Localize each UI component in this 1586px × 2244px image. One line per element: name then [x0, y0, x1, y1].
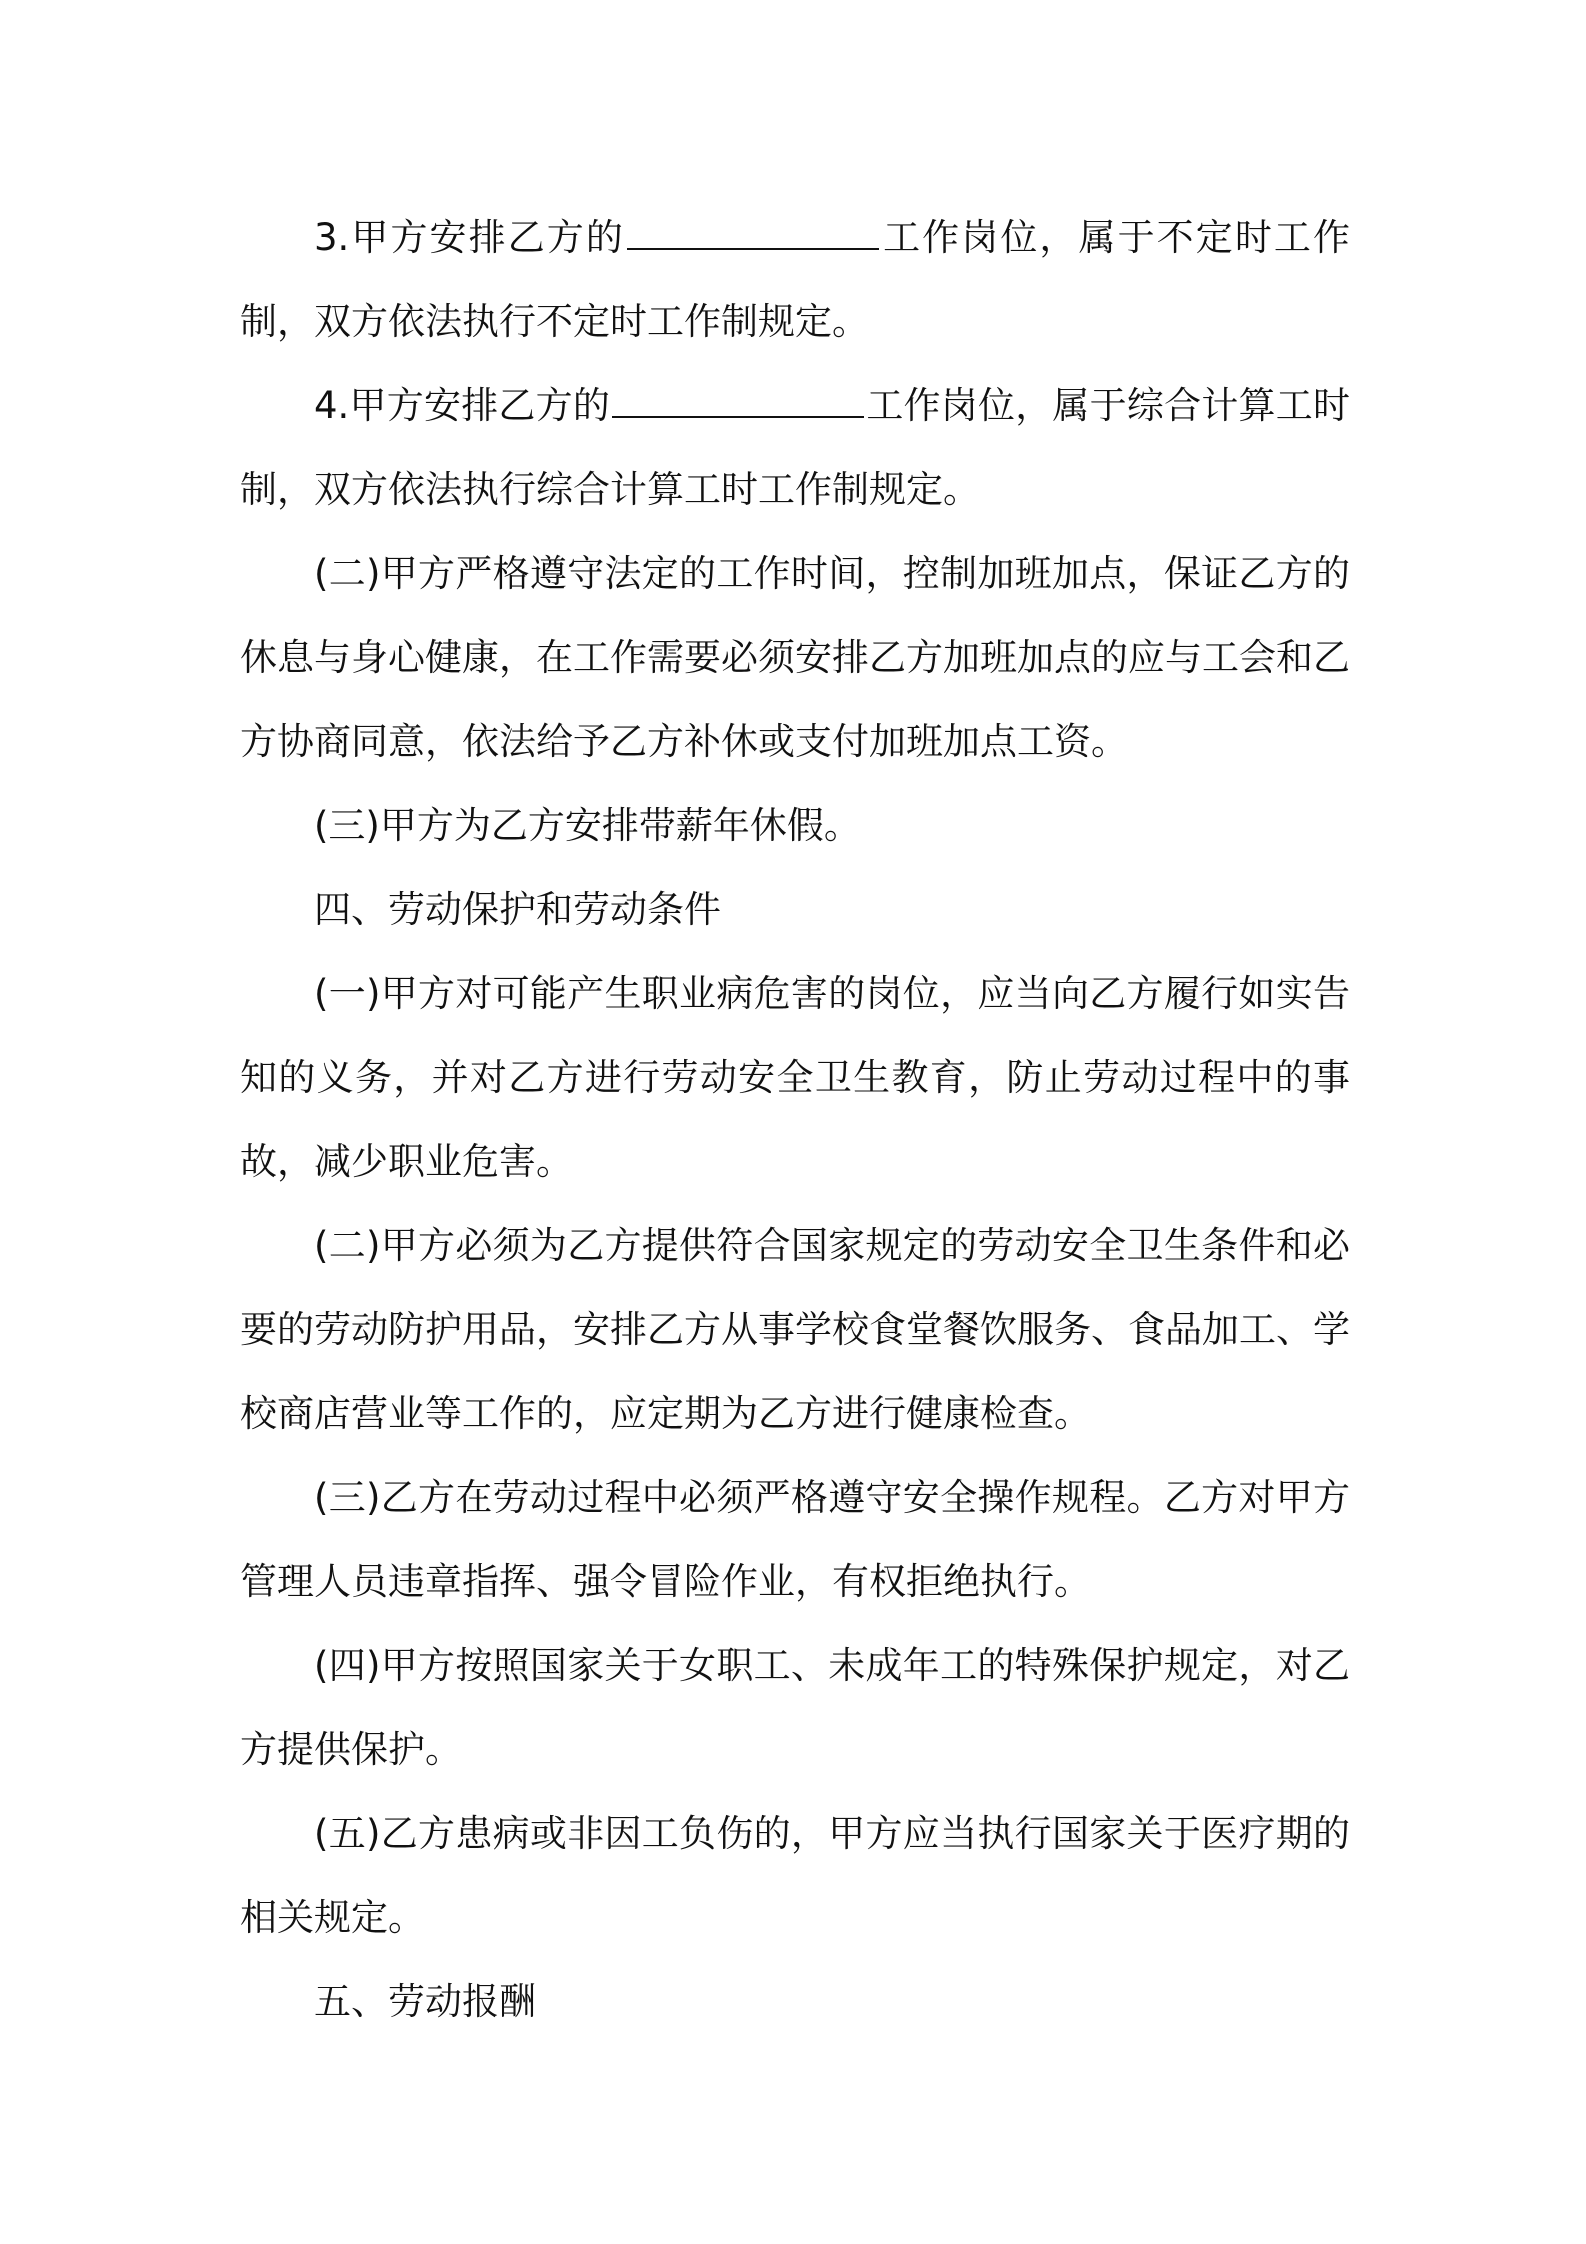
paragraph-item-4 — [240, 364, 1350, 532]
paragraph-text: 4.甲方安排乙方的 — [314, 384, 611, 427]
paragraph-occupational-hazard: (一)甲方对可能产生职业病危害的岗位，应当向乙方履行如实告知的义务，并对乙方进行劳动安全卫生教育，防止劳动过程中的事故，减少职业危害。 — [240, 972, 1350, 1183]
paragraph-special-protection: (四)甲方按照国家关于女职工、未成年工的特殊保护规定，对乙方提供保护。 — [240, 1644, 1350, 1771]
document-body — [240, 196, 1350, 2044]
blank-line — [627, 218, 879, 250]
paragraph-working-hours: (二)甲方严格遵守法定的工作时间，控制加班加点，保证乙方的休息与身心健康，在工作需要必须安排乙方加班加点的应与工会和乙方协商同意，依法给予乙方补休或支付加班加点工资。 — [240, 552, 1350, 763]
paragraph-safety-rules: (三)乙方在劳动过程中必须严格遵守安全操作规程。乙方对甲方管理人员违章指挥、强令冒险作业，有权拒绝执行。 — [240, 1476, 1350, 1603]
paragraph-text: 工作岗位，属于不定时工作制，双方依法执行不定时工作制规定。 — [240, 216, 1350, 343]
paragraph-text: 3.甲方安排乙方的 — [314, 216, 625, 259]
paragraph-item-3 — [240, 196, 1350, 364]
section-heading-labor-protection: 四、劳动保护和劳动条件 — [314, 888, 721, 931]
paragraph-safety-conditions: (二)甲方必须为乙方提供符合国家规定的劳动安全卫生条件和必要的劳动防护用品，安排乙方从事学校食堂餐饮服务、食品加工、学校商店营业等工作的，应定期为乙方进行健康检查。 — [240, 1224, 1350, 1435]
paragraph-medical-period: (五)乙方患病或非因工负伤的，甲方应当执行国家关于医疗期的相关规定。 — [240, 1812, 1350, 1939]
paragraph-annual-leave: (三)甲方为乙方安排带薪年休假。 — [314, 804, 861, 847]
blank-line — [612, 386, 864, 418]
section-heading-remuneration: 五、劳动报酬 — [314, 1980, 536, 2023]
paragraph-text: 工作岗位，属于综合计算工时制，双方依法执行综合计算工时工作制规定。 — [240, 384, 1350, 511]
